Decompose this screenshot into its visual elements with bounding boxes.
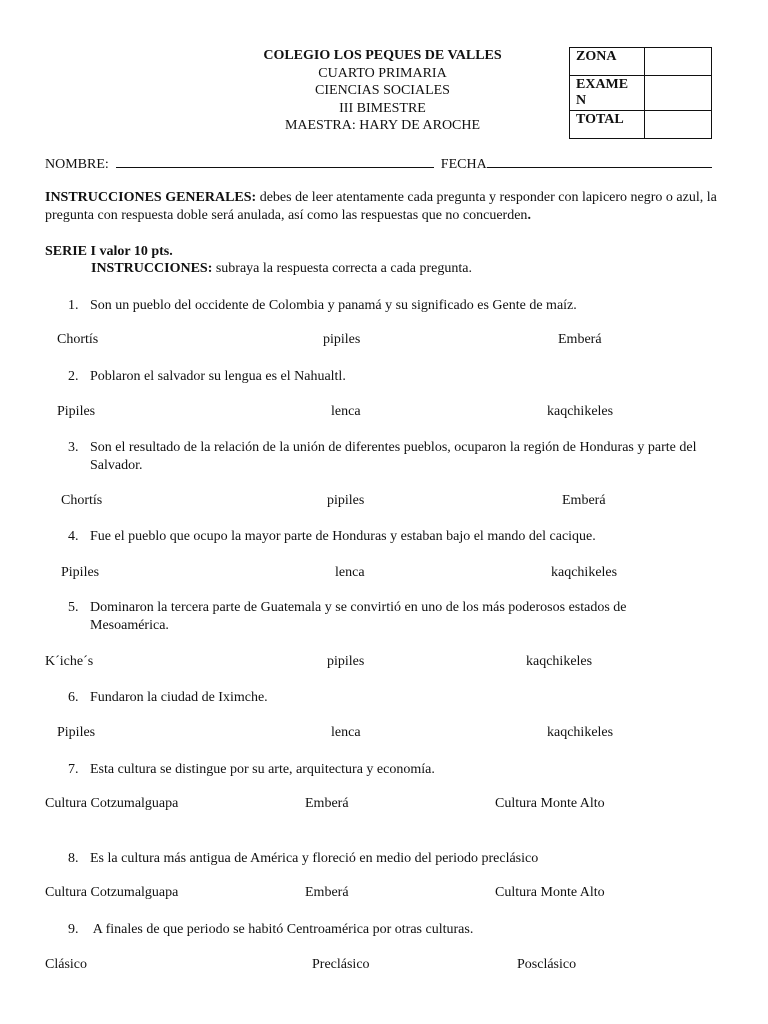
score-table [569, 47, 712, 139]
q1-option-b[interactable]: pipiles [323, 332, 361, 347]
question-number: 8. [68, 851, 79, 866]
q1-option-c[interactable]: Emberá [558, 332, 602, 347]
name-date-row [45, 155, 712, 173]
question-4 [68, 528, 728, 546]
q7-option-b[interactable]: Emberá [305, 796, 349, 811]
q6-option-c[interactable]: kaqchikeles [547, 725, 614, 740]
q2-option-c[interactable]: kaqchikeles [547, 404, 614, 419]
date-field[interactable] [487, 155, 712, 168]
question-text: Fue el pueblo que ocupo la mayor parte de Honduras y estaban bajo el mando del cacique. [90, 529, 596, 544]
question-number: 2. [68, 369, 79, 384]
q6-option-a[interactable]: Pipiles [57, 725, 96, 740]
question-text: Dominaron la tercera parte de Guatemala y se convirtió en uno de los más poderosos estados de Mesoamérica. [90, 600, 627, 633]
name-label: NOMBRE: [45, 157, 109, 172]
question-text: Son el resultado de la relación de la unión de diferentes pueblos, ocuparon la región de Honduras y parte del Salvador. [90, 440, 697, 473]
question-9 [68, 921, 728, 939]
grade-label: CUARTO PRIMARIA [318, 65, 447, 81]
question-text: Poblaron el salvador su lengua es el Nahualtl. [90, 369, 346, 384]
q2-option-a[interactable]: Pipiles [57, 404, 96, 419]
question-number: 7. [68, 762, 79, 777]
q7-option-a[interactable]: Cultura Cotzumalguapa [45, 796, 179, 811]
term-label: III BIMESTRE [339, 100, 426, 116]
question-text: Es la cultura más antigua de América y floreció en medio del periodo preclásico [90, 851, 539, 866]
q5-option-b[interactable]: pipiles [327, 654, 365, 669]
general-instructions-text: debes de leer atentamente cada pregunta y responder con lapicero negro o azul, la pregunta con respuesta doble será anulada, así como las respuestas que no concuerden [45, 190, 717, 223]
q4-option-b[interactable]: lenca [335, 565, 365, 580]
date-label: FECHA [440, 157, 487, 172]
q2-option-b[interactable]: lenca [331, 404, 361, 419]
q9-option-b[interactable]: Preclásico [312, 957, 370, 972]
question-number: 1. [68, 298, 79, 313]
q3-option-c[interactable]: Emberá [562, 493, 606, 508]
score-value-total[interactable] [645, 111, 712, 139]
question-text: Son un pueblo del occidente de Colombia y panamá y su significado es Gente de maíz. [90, 298, 577, 313]
q4-option-a[interactable]: Pipiles [61, 565, 100, 580]
school-name: COLEGIO LOS PEQUES DE VALLES [263, 48, 502, 63]
score-label-zona: ZONA [570, 48, 645, 76]
teacher-label: MAESTRA: HARY DE AROCHE [284, 118, 481, 133]
q8-option-a[interactable]: Cultura Cotzumalguapa [45, 885, 179, 900]
q9-option-a[interactable]: Clásico [45, 957, 87, 972]
score-value-examen[interactable] [645, 76, 712, 111]
question-3 [68, 439, 728, 475]
question-number: 6. [68, 690, 79, 705]
question-8 [68, 850, 728, 868]
general-instructions-label: INSTRUCCIONES GENERALES: [45, 190, 257, 205]
series-instructions [91, 261, 472, 277]
series-instructions-text: subraya la respuesta correcta a cada pregunta. [212, 261, 472, 276]
score-label-total: TOTAL [570, 111, 645, 139]
series-instructions-label: INSTRUCCIONES: [91, 261, 213, 276]
q1-option-a[interactable]: Chortís [57, 332, 99, 347]
q5-option-a[interactable]: K´iche´s [45, 654, 94, 669]
question-text: A finales de que periodo se habitó Centroamérica por otras culturas. [90, 922, 474, 937]
question-2 [68, 368, 728, 386]
question-6 [68, 689, 728, 707]
question-number: 5. [68, 600, 79, 615]
question-number: 9. [68, 922, 79, 937]
question-number: 4. [68, 529, 79, 544]
series-title: SERIE I valor 10 pts. [45, 244, 173, 259]
q8-option-b[interactable]: Emberá [305, 885, 349, 900]
q4-option-c[interactable]: kaqchikeles [551, 565, 618, 580]
q3-option-a[interactable]: Chortís [61, 493, 103, 508]
score-label-examen: EXAME N [570, 76, 645, 111]
name-field[interactable] [116, 155, 434, 168]
q9-option-c[interactable]: Posclásico [517, 957, 577, 972]
question-7 [68, 761, 728, 779]
score-value-zona[interactable] [645, 48, 712, 76]
question-1 [68, 297, 728, 315]
q3-option-b[interactable]: pipiles [327, 493, 365, 508]
q7-option-c[interactable]: Cultura Monte Alto [495, 796, 605, 811]
question-text: Fundaron la ciudad de Iximche. [90, 690, 268, 705]
exam-header [230, 47, 535, 135]
question-5 [68, 599, 728, 635]
question-text: Esta cultura se distingue por su arte, arquitectura y economía. [90, 762, 435, 777]
q5-option-c[interactable]: kaqchikeles [526, 654, 593, 669]
question-number: 3. [68, 440, 79, 455]
general-instructions [45, 189, 725, 225]
q8-option-c[interactable]: Cultura Monte Alto [495, 885, 605, 900]
subject-label: CIENCIAS SOCIALES [315, 83, 450, 98]
general-instructions-end: . [527, 208, 531, 223]
q6-option-b[interactable]: lenca [331, 725, 361, 740]
